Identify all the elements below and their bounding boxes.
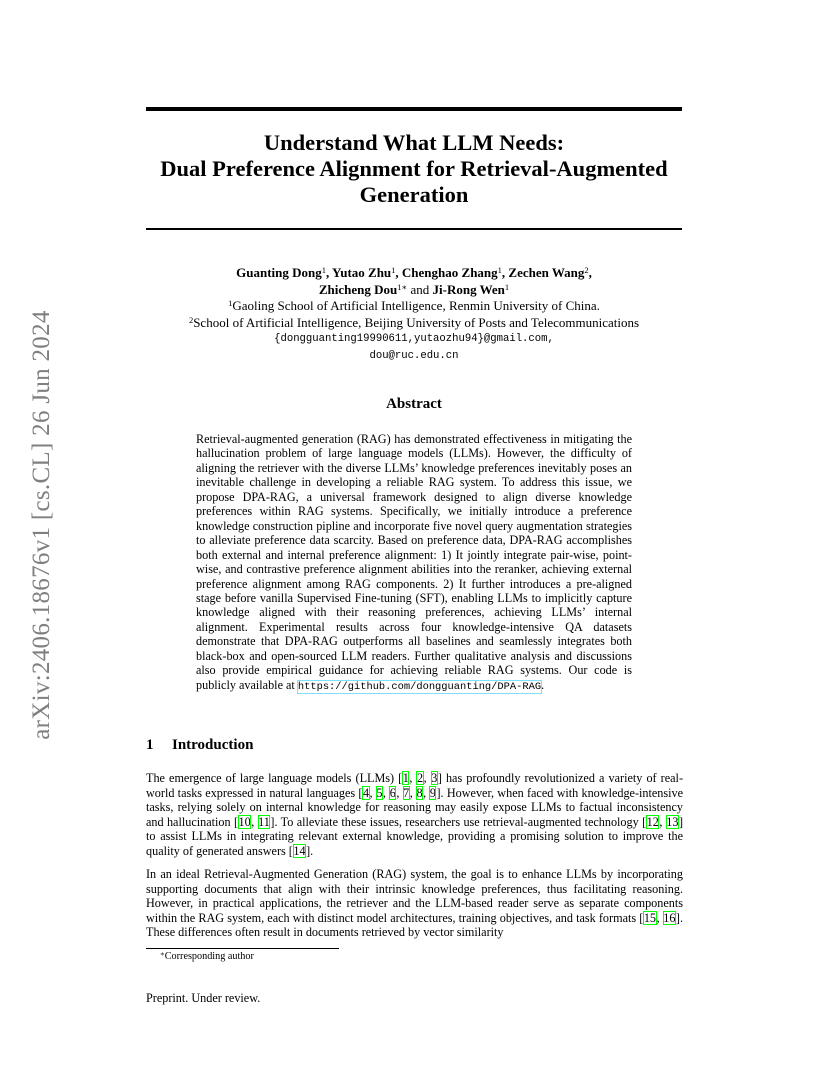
paragraph-text: The emergence of large language models (LLMs) [ (146, 771, 403, 785)
author-name: Zhicheng Dou (318, 281, 398, 297)
author-separator: , (326, 265, 333, 280)
author-affiliation-mark: 1 (497, 265, 502, 275)
section-number: 1 (146, 737, 154, 753)
abstract-end: . (541, 677, 545, 692)
author-name: Guanting Dong (236, 265, 322, 280)
author-affiliation-mark: 1 (391, 265, 396, 275)
citation-link[interactable]: 4 (362, 785, 370, 800)
author-affiliation-mark: 1 (504, 281, 510, 292)
abstract-body (196, 432, 632, 694)
affiliation-1 (146, 298, 682, 315)
footnote-text: Corresponding author (164, 951, 254, 962)
paragraph-text: ]. (306, 843, 314, 858)
citation-link[interactable]: 9 (429, 785, 436, 800)
paragraph-text: ] to assist LLMs in integrating relevant external knowledge, providing a promising solution to improve the quality of generated answers [ (146, 814, 683, 858)
affiliation-text: School of Artificial Intelligence, Beijing University of Posts and Telecommunications (193, 314, 640, 330)
arxiv-id-text: arXiv:2406.18676v1 [cs.CL] 26 Jun 2024 (28, 310, 55, 740)
arxiv-watermark (22, 290, 62, 760)
author-emails-2: dou@ruc.edu.cn (369, 349, 459, 362)
abstract-heading: Abstract (386, 396, 442, 412)
section-title: Introduction (172, 737, 254, 753)
citation-link[interactable]: 1 (402, 771, 409, 785)
title-line-3: Generation (359, 182, 469, 207)
author-emails-1: {dongguanting19990611,yutaozhu94}@gmail.com, (274, 333, 554, 345)
affiliation-mark: 2 (188, 314, 194, 325)
author-affiliation-mark: 1 (321, 265, 326, 275)
citation-link[interactable]: 14 (293, 843, 306, 858)
section-heading-introduction (146, 737, 253, 754)
author-separator: , (501, 265, 509, 280)
author-name: Ji-Rong Wen (432, 281, 505, 297)
intro-paragraph-1: The emergence of large language models (LLMs) [1, 2, 3] has profoundly revolutionized a variety of real-world tasks expressed in natural languages [4, 5, 6, 7, 8, 9]. However, when faced with knowledge-intensive tasks, relying solely on internal knowledge for reasoning may easily expose LLMs to factual inconsistency and hallucination [10, 11]. To alleviate these issues, researchers use retrieval-augmented technology [12, 13] to assist LLMs in integrating relevant external knowledge, providing a promising solution to improve the quality of generated answers [14]. (146, 771, 684, 858)
paragraph-text: ]. To alleviate these issues, researchers use retrieval-augmented technology [ (270, 814, 647, 829)
author-affiliation-mark: 1∗ (397, 281, 408, 292)
citation-link[interactable]: 5 (376, 785, 383, 800)
paragraph-text: ]. However, when faced with knowledge-intensive tasks, relying solely on internal knowledge for reasoning may easily expose LLMs to factual inconsistency and hallucination [ (146, 785, 684, 829)
title-line-2: Dual Preference Alignment for Retrieval-Augmented (160, 156, 668, 181)
paragraph-text: ]. These differences often result in documents retrieved by vector similarity (146, 910, 684, 939)
author-line-1 (146, 265, 682, 282)
citation-link[interactable]: 2 (416, 771, 424, 785)
intro-paragraph-2: In an ideal Retrieval-Augmented Generation (RAG) system, the goal is to enhance LLMs by incorporating supporting documents that align with their intrinsic knowledge preferences, thus facilitating reasoning. However, in practical applications, the retriever and the LLM-based reader serve as separate components within the RAG system, each with distinct model architectures, training objectives, and task formats [15, 16]. These differences often result in documents retrieved by vector similarity (146, 867, 684, 939)
footnote-rule (146, 948, 339, 949)
citation-link[interactable]: 16 (663, 910, 676, 925)
code-repository-link[interactable]: https://github.com/dongguanting/DPA-RAG (297, 680, 542, 693)
abstract-text: Retrieval-augmented generation (RAG) has demonstrated effectiveness in mitigating the hallucination problem of large language models (LLMs). However, the difficulty of aligning the retriever with the diverse LLMs’ knowledge preferences inevitably poses an inevitable challenge in developing a reliable RAG system. To address this issue, we propose DPA-RAG, a universal framework designed to align diverse knowledge preferences within RAG systems. Specifically, we initially introduce a preference knowledge construction pipline and incorporate five novel query augmentation strategies to alleviate preference data scarcity. Based on preference data, DPA-RAG accomplishes both external and internal preference alignment: 1) It jointly integrate pair-wise, point-wise, and contrastive preference alignment abilities into the reranker, achieving external preference alignment among RAG components. 2) It further introduces a pre-aligned stage before vanilla Supervised Fine-tuning (SFT), enabling LLMs to implicitly capture knowledge aligned with their reasoning preferences, achieving LLMs’ internal alignment. Experimental results across four knowledge-intensive QA datasets demonstrate that DPA-RAG outperforms all baselines and seamlessly integrates both black-box and open-sourced LLM readers. Further qualitative analysis and discussions also provide empirical guidance for achieving reliable RAG systems. Our code is publicly available at (196, 432, 632, 692)
citation-link[interactable]: 12 (646, 814, 659, 829)
affiliation-text: Gaoling School of Artificial Intelligence, Renmin University of China. (232, 298, 600, 313)
citation-link[interactable]: 3 (431, 771, 438, 785)
author-separator: , (588, 265, 592, 280)
citation-link[interactable]: 15 (643, 910, 657, 925)
paper-title (146, 130, 682, 208)
citation-link[interactable]: 11 (258, 814, 270, 829)
citation-link[interactable]: 10 (238, 814, 251, 829)
author-name: Yutao Zhu (332, 265, 392, 280)
citation-link[interactable]: 8 (416, 785, 423, 800)
paragraph-text: In an ideal Retrieval-Augmented Generation (RAG) system, the goal is to enhance LLMs by incorporating supporting documents that align with their intrinsic knowledge preferences, thus facilitating reasoning. However, in practical applications, the retriever and the LLM-based reader serve as separate components within the RAG system, each with distinct model architectures, training objectives, and task formats [ (146, 867, 683, 925)
citation-link[interactable]: 7 (403, 785, 410, 800)
footnote-mark: ∗ (160, 950, 165, 958)
title-top-rule (146, 107, 682, 111)
citation-link[interactable]: 6 (389, 785, 396, 800)
author-name: Zechen Wang (508, 265, 585, 280)
author-line-2 (146, 282, 682, 299)
title-bottom-rule (146, 228, 682, 230)
preprint-notice: Preprint. Under review. (146, 991, 261, 1005)
citation-link[interactable]: 13 (666, 814, 679, 829)
author-name: Chenghao Zhang (401, 265, 498, 280)
author-conjunction: and (407, 281, 433, 297)
author-separator: , (395, 265, 402, 280)
affiliation-2 (146, 315, 682, 332)
footnote-corresponding-author (160, 951, 254, 962)
affiliation-mark: 1 (228, 298, 233, 308)
author-affiliation-mark: 2 (584, 265, 589, 275)
title-line-1: Understand What LLM Needs: (263, 130, 565, 155)
paragraph-text: ] has profoundly revolutionized a variety of real-world tasks expressed in natural languages [ (146, 771, 684, 800)
author-block (146, 265, 682, 364)
